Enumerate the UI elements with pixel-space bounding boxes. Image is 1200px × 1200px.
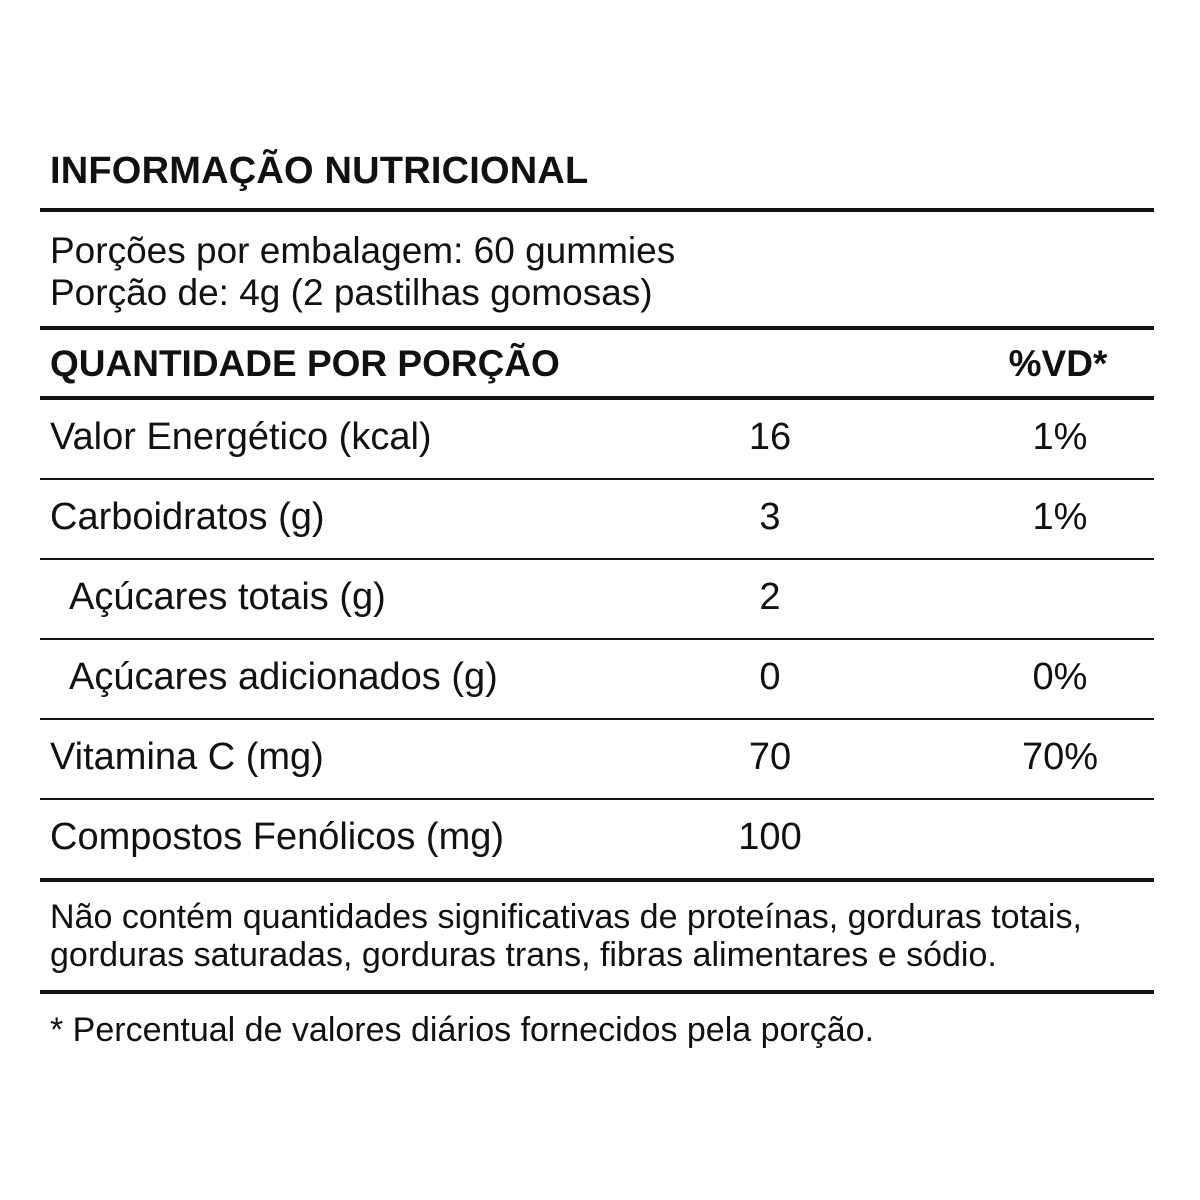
nutrient-amount: 16 [748,416,792,458]
nutrient-name: Valor Energético (kcal) [50,416,432,458]
nutrient-name: Vitamina C (mg) [50,736,324,778]
nutrition-facts-label [40,148,1154,1050]
nutrient-daily-value: 70% [1021,736,1099,778]
nutrient-row [40,720,1154,798]
table-header [40,330,1154,396]
nutrient-row [40,400,1154,478]
servings-per-package: Porções por embalagem: 60 gummies [50,230,676,271]
label-title: INFORMAÇÃO NUTRICIONAL [50,150,589,192]
nutrient-row [40,800,1154,878]
nutrient-amount: 3 [759,496,781,538]
nutrient-amount: 70 [748,736,792,778]
nutrient-amount: 0 [759,656,781,698]
nutrient-name: Açúcares adicionados (g) [69,656,498,698]
nutrient-daily-value: 1% [1032,496,1088,538]
nutrient-name: Carboidratos (g) [50,496,325,538]
serving-size: Porção de: 4g (2 pastilhas gomosas) [50,272,653,313]
nutrient-row [40,480,1154,558]
nutrient-daily-value: 1% [1032,416,1088,458]
nutrient-row [40,560,1154,638]
disclaimer-text: Não contém quantidades significativas de proteínas, gorduras totais, gorduras saturadas, gorduras trans, fibras alimentares e sódio. [50,898,1082,974]
nutrient-name: Açúcares totais (g) [69,576,386,618]
footnote-text: * Percentual de valores diários fornecidos pela porção. [50,1011,875,1049]
nutrient-amount: 2 [759,576,781,618]
serving-info [40,212,1154,326]
nutrient-name: Compostos Fenólicos (mg) [50,816,505,858]
nutrient-amount: 100 [738,816,802,858]
nutrient-daily-value: 0% [1032,656,1088,698]
daily-value-header: %VD* [1008,343,1108,384]
amount-per-serving-header: QUANTIDADE POR PORÇÃO [50,343,560,384]
nutrient-row [40,640,1154,718]
